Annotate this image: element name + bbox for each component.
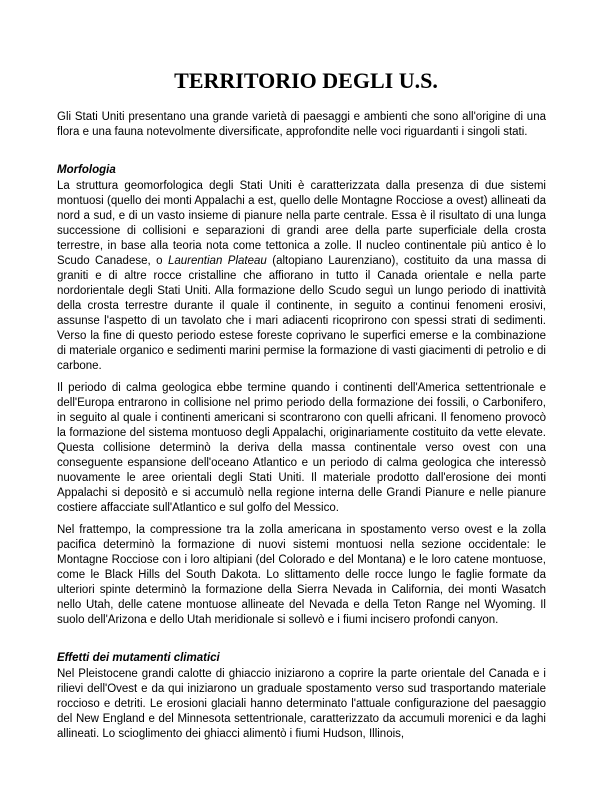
morfologia-p1-text-b: (altopiano Laurenziano), costituito da una massa di graniti e di altre rocce cristalline che affiorano in tutto il Canada orientale e nella parte nordorientale degli Stati Uniti. Alla formazione dello Scudo seguì un lungo periodo di inattività della crosta terrestre durante il quale il continente, in seguito a continui fenomeni erosivi, assunse l'aspetto di un tavolato che i mari adiacenti ricoprirono con spessi strati di sedimenti. Verso la fine di questo periodo estese foreste coprivano le superfici emerse e la combinazione di materiale organico e sedimenti marini permise la formazione di vasti giacimenti di petrolio e di carbone.: [57, 255, 546, 372]
intro-paragraph: Gli Stati Uniti presentano una grande varietà di paesaggi e ambienti che sono all'origine di una flora e una fauna notevolmente diversificate, approfondite nelle voci riguardanti i singoli stati.: [57, 111, 546, 138]
morfologia-p1-italic-term: Laurentian Plateau: [168, 255, 267, 267]
section-heading-clima: Effetti dei mutamenti climatici: [57, 652, 220, 664]
morfologia-paragraph-1: [57, 179, 546, 374]
clima-paragraph-1: Nel Pleistocene grandi calotte di ghiaccio iniziarono a coprire la parte orientale del Canada e i rilievi dell'Ovest e da qui iniziarono un graduale spostamento verso sud trasportando materiale roccioso e detriti. Le erosioni glaciali hanno determinato l'attuale configurazione del paesaggio del New England e del Minnesota settentrionale, caratterizzato da accumuli morenici e da laghi allineati. Lo scioglimento dei ghiacci alimentò i fiumi Hudson, Illinois,: [57, 668, 546, 740]
document-body: [57, 110, 546, 749]
morfologia-paragraph-3: Nel frattempo, la compressione tra la zolla americana in spostamento verso ovest e la zolla pacifica determinò la formazione di nuovi sistemi montuosi nella sezione occidentale: le Montagne Rocciose con i loro altipiani (del Colorado e del Montana) e le loro catene montuose, come le Black Hills del South Dakota. Lo slittamento delle rocce lungo le faglie formate da ulteriori spinte determinò la formazione della Sierra Nevada in California, dei monti Wasatch nello Utah, delle catene montuose allineate del Nevada e della Teton Range nel Wyoming. Il suolo dell'Arizona e dello Utah meridionale si sollevò e i fiumi incisero profondi canyon.: [57, 524, 546, 626]
morfologia-p1-text-a: La struttura geomorfologica degli Stati Uniti è caratterizzata dalla presenza di due sistemi montuosi (quello dei monti Appalachi a est, quello delle Montagne Rocciose a ovest) allineati da nord a sud, e di un vasto insieme di pianure nella parte centrale. Essa è il risultato di una lunga successione di collisioni e separazioni di grandi aree della parte superficiale della crosta terrestre, in base alla teoria nota come tettonica a zolle. Il nucleo continentale più antico è lo Scudo Canadese, o: [57, 180, 546, 267]
document-title: TERRITORIO DEGLI U.S.: [174, 68, 438, 93]
morfologia-paragraph-2: Il periodo di calma geologica ebbe termine quando i continenti dell'America settentrionale e dell'Europa entrarono in collisione nel primo periodo della formazione dei fossili, o Carbonifero, in seguito al quale i continenti americani si scontrarono con quelli africani. Il fenomeno provocò la formazione del sistema montuoso degli Appalachi, originariamente costituito da vette elevate. Questa collisione determinò la deriva della massa continentale verso ovest con una conseguente espansione dell'oceano Atlantico e un periodo di calma geologica che interessò nuovamente le aree orientali degli Stati Uniti. Il materiale prodotto dall'erosione dei monti Appalachi si depositò e si accumulò nella regione interna delle Grandi Pianure e nelle pianure costiere affacciate sull'Atlantico e sul golfo del Messico.: [57, 382, 546, 514]
section-heading-morfologia: Morfologia: [57, 164, 116, 176]
